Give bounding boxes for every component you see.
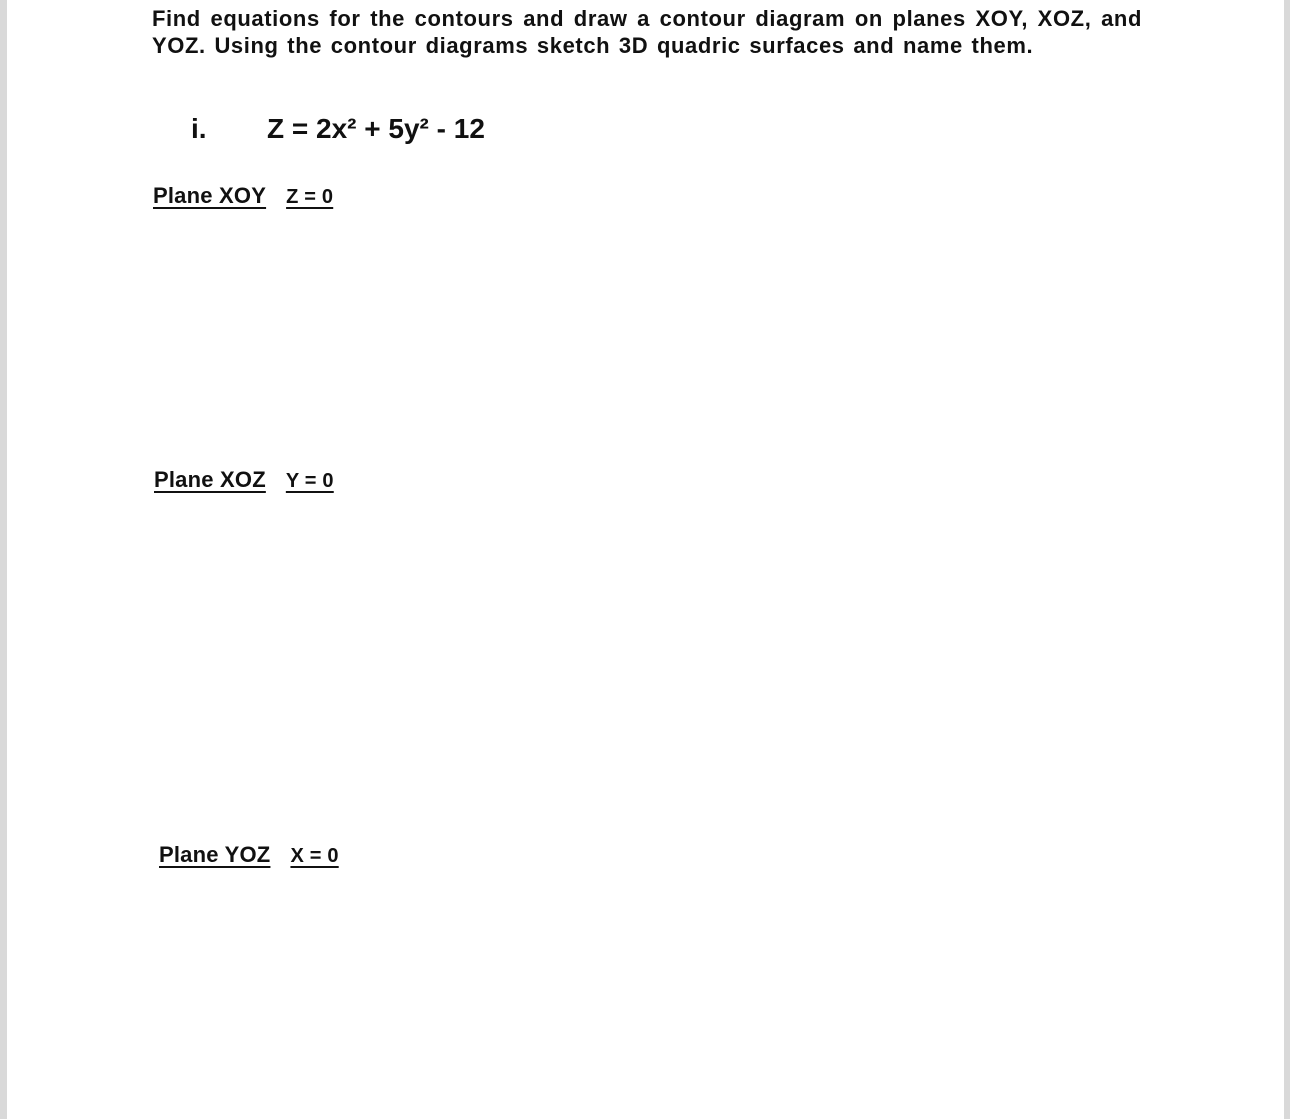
problem-equation: Z = 2x² + 5y² - 12 [267, 113, 485, 144]
left-page-edge [0, 0, 7, 1119]
plane-xoz-heading [154, 467, 334, 494]
problem-number: i. [191, 113, 207, 144]
problem-statement [191, 111, 485, 147]
plane-xoy-condition: Z = 0 [286, 186, 334, 208]
right-page-edge [1284, 0, 1290, 1119]
plane-xoy-heading [153, 183, 333, 210]
plane-xoy-label: Plane XOY [153, 183, 267, 208]
document-page [7, 0, 1284, 1119]
instructions-text: Find equations for the contours and draw a contour diagram on planes XOY, XOZ, and YOZ. Using the contour diagrams sketch 3D quadric surfaces and name them. [152, 6, 1142, 58]
plane-xoz-condition: Y = 0 [285, 470, 334, 492]
plane-yoz-condition: X = 0 [290, 845, 339, 867]
plane-yoz-label: Plane YOZ [159, 842, 271, 867]
plane-yoz-heading [159, 842, 339, 869]
plane-xoz-label: Plane XOZ [154, 467, 266, 492]
